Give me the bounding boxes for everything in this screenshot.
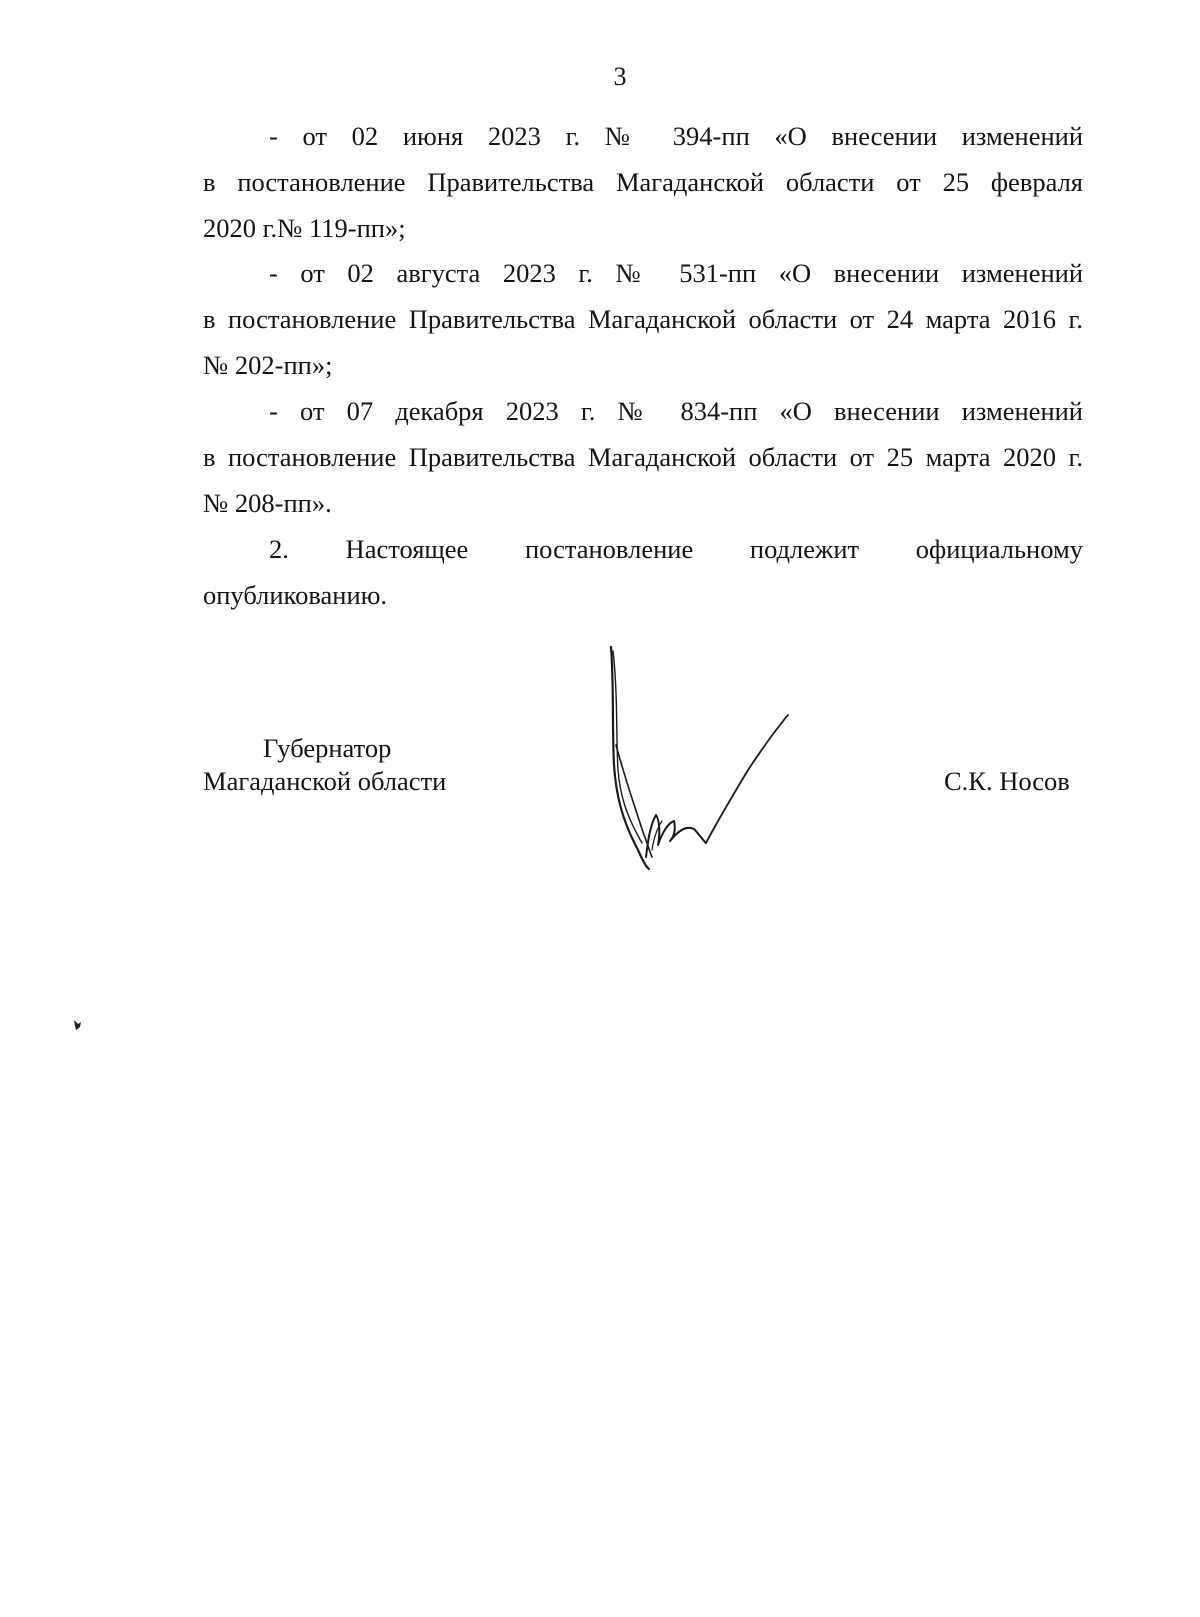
paragraph-line: № 208-пп». bbox=[203, 488, 332, 518]
paragraph-line: - от 02 июня 2023 г. № 394-пп «О внесении изменений bbox=[269, 121, 1083, 151]
list-item-amendment-834 bbox=[203, 388, 1083, 526]
paragraph-line: опубликованию. bbox=[203, 580, 388, 610]
publication-clause bbox=[203, 526, 1083, 618]
paragraph-line: в постановление Правительства Магаданской области от 25 февраля bbox=[203, 167, 1083, 197]
list-item-amendment-394 bbox=[203, 113, 1083, 251]
scan-artifact bbox=[72, 1018, 84, 1032]
paragraph-line: в постановление Правительства Магаданской области от 25 марта 2020 г. bbox=[203, 442, 1083, 472]
paragraph-line: - от 07 декабря 2023 г. № 834-пп «О внесении изменений bbox=[269, 396, 1083, 426]
paragraph-line: 2020 г.№ 119-пп»; bbox=[203, 213, 406, 243]
signatory-title-line1: Губернатор bbox=[263, 733, 392, 763]
paragraph-line: - от 02 августа 2023 г. № 531-пп «О внесении изменений bbox=[269, 258, 1083, 288]
signatory-title-line2: Магаданской области bbox=[203, 766, 447, 796]
paragraph-line: в постановление Правительства Магаданской области от 24 марта 2016 г. bbox=[203, 304, 1083, 334]
paragraph-line: 2. Настоящее постановление подлежит официальному bbox=[269, 534, 1083, 564]
paragraph-line: № 202-пп»; bbox=[203, 350, 333, 380]
list-item-amendment-531 bbox=[203, 250, 1083, 388]
handwritten-signature bbox=[608, 645, 808, 875]
signatory-name: С.К. Носов bbox=[944, 766, 1070, 796]
page-number: 3 bbox=[613, 62, 627, 91]
